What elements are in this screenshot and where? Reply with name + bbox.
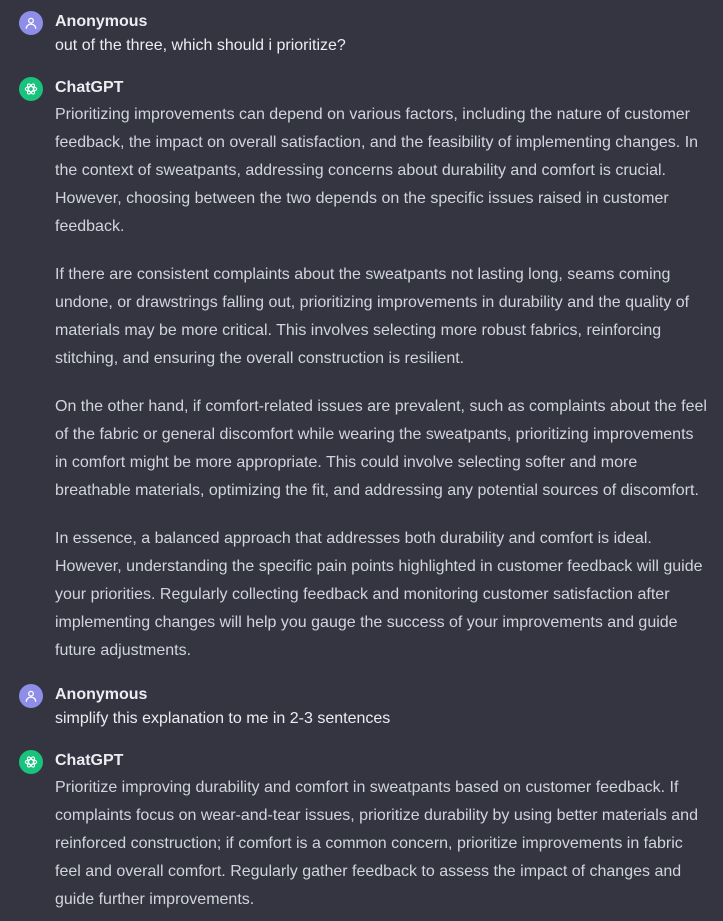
message-paragraph[interactable]: Prioritize improving durability and comfort in sweatpants based on customer feedback. If complaints focus on wear-and-tear issues, prioritize durability by using better materials and reinforced construction; if comfort is a common concern, prioritize improvements in fabric feel and overall comfort. Regularly gather feedback to assess the impact of changes and guide further improvements.: [55, 779, 698, 908]
assistant-avatar: [19, 77, 43, 101]
user-avatar: [19, 11, 43, 35]
message-paragraph[interactable]: In essence, a balanced approach that addresses both durability and comfort is ideal. However, understanding the specific pain points highlighted in customer feedback will guide your priorities. Regularly collecting feedback and monitoring customer satisfaction after implementing changes will help you gauge the success of your improvements and guide future adjustments.: [55, 530, 703, 659]
person-icon: [24, 689, 38, 703]
assistant-message: [0, 76, 723, 665]
message-author: Anonymous: [55, 686, 148, 703]
message-paragraph[interactable]: On the other hand, if comfort-related issues are prevalent, such as complaints about the feel of the fabric or general discomfort while wearing the sweatpants, prioritizing improvements in comfort might be more appropriate. This could involve selecting softer and more breathable materials, optimizing the fit, and addressing any potential sources of discomfort.: [55, 398, 707, 499]
user-avatar: [19, 684, 43, 708]
person-icon: [24, 16, 38, 30]
message-text[interactable]: out of the three, which should i prioritize?: [55, 37, 346, 54]
user-message: [0, 10, 723, 58]
message-paragraph[interactable]: If there are consistent complaints about the sweatpants not lasting long, seams coming undone, or drawstrings falling out, prioritizing improvements in durability and the quality of materials may be more critical. This involves selecting more robust fabrics, reinforcing stitching, and ensuring the overall construction is resilient.: [55, 266, 690, 367]
openai-logo-icon: [23, 81, 39, 97]
openai-logo-icon: [23, 754, 39, 770]
assistant-message: [0, 749, 723, 914]
assistant-avatar: [19, 750, 43, 774]
message-paragraph[interactable]: Prioritizing improvements can depend on various factors, including the nature of customer feedback, the impact on overall satisfaction, and the feasibility of implementing changes. In the context of sweatpants, addressing concerns about durability and comfort is crucial. However, choosing between the two depends on the specific issues raised in customer feedback.: [55, 106, 699, 235]
message-author: ChatGPT: [55, 79, 124, 96]
message-text[interactable]: simplify this explanation to me in 2-3 sentences: [55, 710, 391, 727]
message-author: ChatGPT: [55, 752, 124, 769]
message-author: Anonymous: [55, 13, 148, 30]
user-message: [0, 683, 723, 731]
